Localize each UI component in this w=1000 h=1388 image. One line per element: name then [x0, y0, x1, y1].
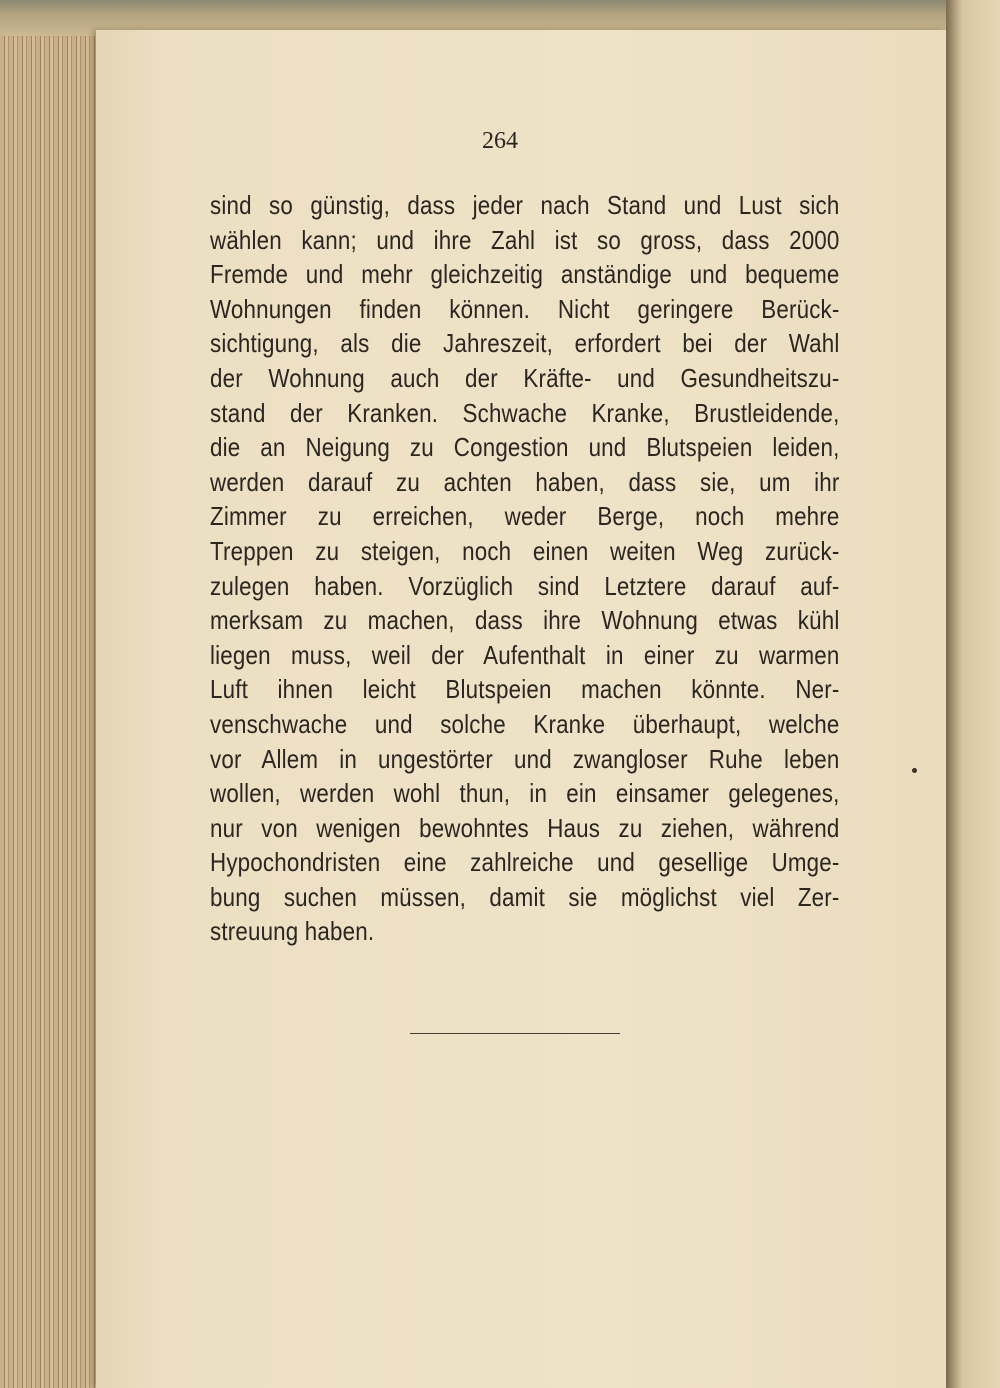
text-line: Hypochondristen eine zahlreiche und gesellige Umge-	[210, 847, 840, 878]
text-line: Wohnungen finden können. Nicht geringere Berück-	[210, 293, 840, 324]
page-edges	[0, 0, 110, 1388]
ink-speck	[912, 768, 917, 773]
text-line: merksam zu machen, dass ihre Wohnung etwas kühl	[210, 605, 840, 636]
text-line: Treppen zu steigen, noch einen weiten Weg zurück-	[210, 535, 840, 566]
text-line: zulegen haben. Vorzüglich sind Letztere darauf auf-	[210, 570, 840, 601]
text-line: sind so günstig, dass jeder nach Stand und Lust sich	[210, 190, 840, 220]
text-line: stand der Kranken. Schwache Kranke, Brustleidende,	[210, 397, 840, 428]
body-text	[210, 188, 840, 949]
end-rule	[410, 1033, 620, 1034]
text-line: werden darauf zu achten haben, dass sie, um ihr	[210, 466, 840, 497]
text-line: wählen kann; und ihre Zahl ist so gross, dass 2000	[210, 224, 840, 255]
text-line: venschwache und solche Kranke überhaupt, welche	[210, 708, 840, 739]
page-number: 264	[482, 128, 518, 154]
text-line: wollen, werden wohl thun, in ein einsamer gelegenes,	[210, 778, 840, 809]
text-line: streuung haben.	[210, 916, 375, 947]
text-line: Zimmer zu erreichen, weder Berge, noch mehre	[210, 501, 840, 532]
text-line: liegen muss, weil der Aufenthalt in einer zu warmen	[210, 639, 840, 670]
text-line: der Wohnung auch der Kräfte- und Gesundheitszu-	[210, 362, 840, 393]
text-line: bung suchen müssen, damit sie möglichst viel Zer-	[210, 881, 840, 912]
text-line: die an Neigung zu Congestion und Blutspeien leiden,	[210, 432, 840, 463]
adjacent-page	[946, 0, 1000, 1388]
text-line: vor Allem in ungestörter und zwangloser Ruhe leben	[210, 743, 840, 774]
text-line: nur von wenigen bewohntes Haus zu ziehen, während	[210, 812, 840, 843]
text-line: sichtigung, als die Jahreszeit, erfordert bei der Wahl	[210, 328, 840, 359]
text-line: Luft ihnen leicht Blutspeien machen könnte. Ner-	[210, 674, 840, 705]
text-line: Fremde und mehr gleichzeitig anständige und bequeme	[210, 259, 840, 290]
